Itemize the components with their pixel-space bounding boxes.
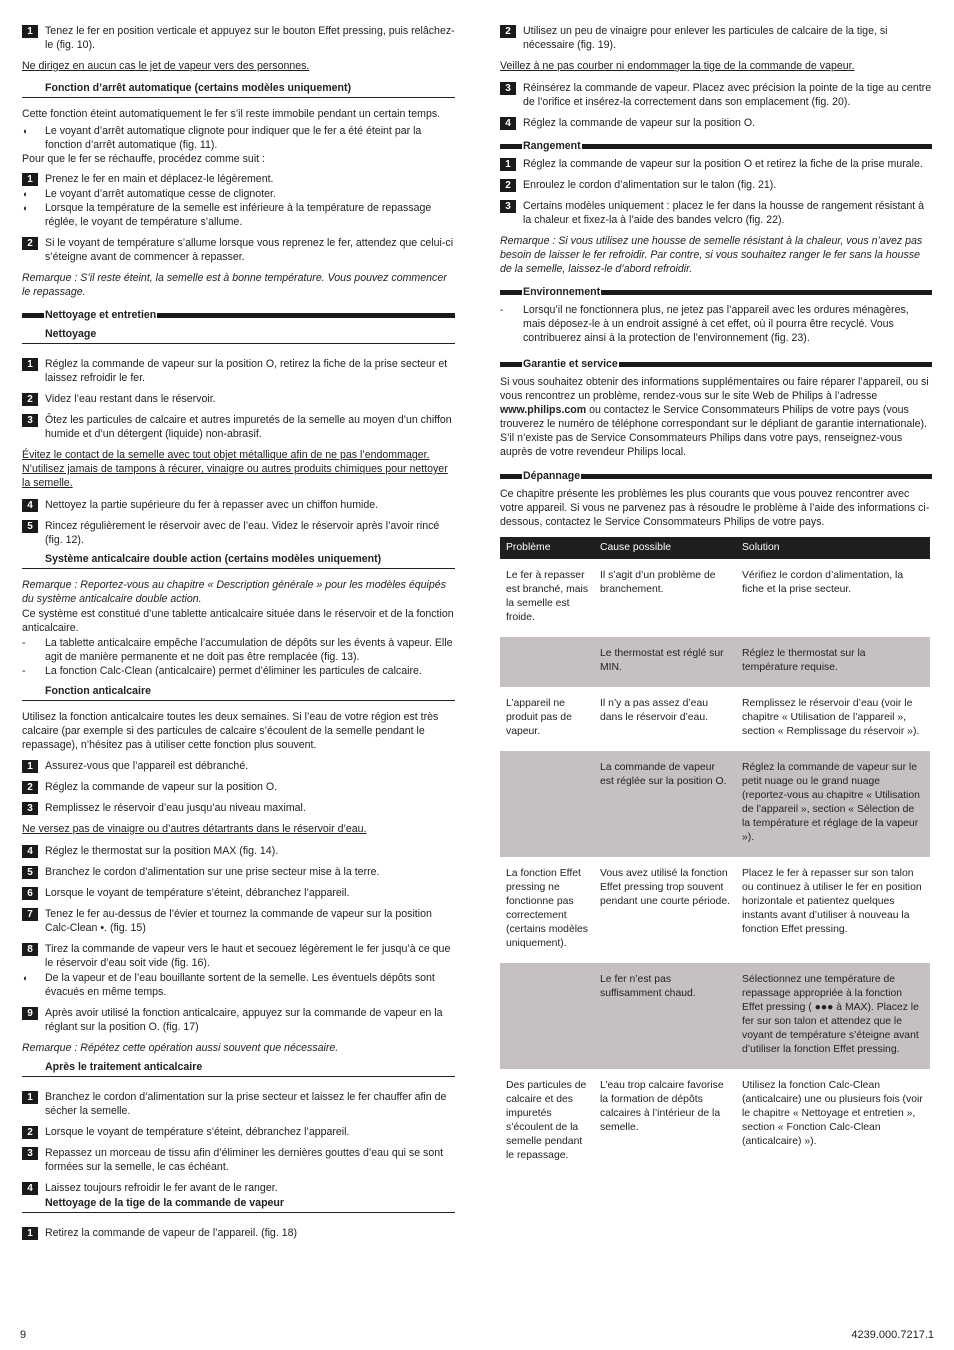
step-text: Branchez le cordon d’alimentation sur une prise secteur mise à la terre. (45, 866, 380, 878)
step-item (22, 498, 455, 512)
step-item (22, 357, 455, 385)
table-cell: Sélectionnez une température de repassage appropriée à la fonction Effet pressing ( ●●● à MAX). Placez le fer sur son talon et attendez que le voyant de température s’éteigne avant d’utiliser la fonction Effet pressing. (736, 963, 930, 1069)
heading-bar (582, 144, 932, 149)
bullet-item (22, 971, 455, 999)
column-header: Solution (736, 537, 930, 559)
paragraph: Cette fonction éteint automatiquement le fer s’il reste immobile pendant un certain temps. (22, 108, 441, 120)
dash-item (22, 664, 455, 678)
note-text: Remarque : Répétez cette opération aussi souvent que nécessaire. (22, 1042, 339, 1054)
step-number: 2 (22, 237, 38, 250)
step-item (22, 519, 455, 547)
step-number: 7 (22, 908, 38, 921)
step-text: Prenez le fer en main et déplacez-le légèrement. (45, 173, 274, 185)
step-text: Réglez la commande de vapeur sur la position O et retirez la fiche de la prise murale. (523, 158, 923, 170)
guarantee-paragraph (500, 375, 932, 459)
page-number: 9 (20, 1329, 27, 1341)
table-row (500, 559, 930, 637)
step-number: 3 (22, 414, 38, 427)
warning-text: Ne versez pas de vinaigre ou d’autres détartrants dans le réservoir d’eau. (22, 823, 367, 835)
step-text: Réglez la commande de vapeur sur la position O. (45, 781, 278, 793)
bullet-text: Lorsque la température de la semelle est inférieure à la température de repassage réglée, le voyant de température s’allume. (45, 202, 432, 228)
bullet-item (22, 201, 455, 229)
step-text: Lorsque le voyant de température s’éteint, débranchez l’appareil. (45, 887, 350, 899)
step-text: Retirez la commande de vapeur de l’appareil. (fig. 18) (45, 1227, 298, 1239)
heading-bar (500, 362, 522, 367)
step-number: 1 (22, 358, 38, 371)
step-item (500, 199, 932, 227)
table-cell: Le thermostat est réglé sur MIN. (594, 637, 736, 687)
table-cell: Réglez le thermostat sur la température requise. (736, 637, 930, 687)
bullet-item (22, 124, 455, 152)
step-item (22, 1125, 455, 1139)
step-number: 6 (22, 887, 38, 900)
table-cell: La fonction Effet pressing ne fonctionne pas correctement (certains modèles uniquement). (506, 868, 589, 949)
table-cell (500, 751, 594, 857)
step-number: 2 (22, 393, 38, 406)
subheading-after-treatment: Après le traitement anticalcaire (22, 1060, 455, 1077)
step-number: 5 (22, 520, 38, 533)
step-item (22, 236, 455, 264)
step-item (22, 392, 455, 406)
bullet-text: Le voyant d’arrêt automatique cesse de clignoter. (45, 188, 276, 200)
subheading-cleaning: Nettoyage (22, 327, 455, 344)
section-title: Dépannage (523, 470, 581, 482)
step-number: 2 (500, 179, 516, 192)
table-cell: Vous avez utilisé la fonction Effet pressing trop souvent pendant une courte période. (600, 868, 730, 907)
step-text: Ôtez les particules de calcaire et autres impuretés de la semelle au moyen d’un chiffon humide et d’un détergent (liquide) non-abrasif. (45, 414, 452, 440)
step-text: Si le voyant de température s’allume lorsque vous reprenez le fer, attendez que celui-ci s’éteigne avant de commencer à repasser. (45, 237, 454, 263)
step-number: 1 (22, 1227, 38, 1240)
subheading-anticalc-system: Système anticalcaire double action (certains modèles uniquement) (22, 552, 455, 569)
step-text: Tirez la commande de vapeur vers le haut et secouez légèrement le fer jusqu’à ce que le réservoir d’eau soit vide (fig. 16). (45, 943, 451, 969)
dash-item (500, 303, 932, 345)
table-cell: Il s’agit d’un problème de branchement. (600, 570, 716, 595)
paragraph: Ce chapitre présente les problèmes les plus courants que vous pouvez rencontrer avec votre appareil. Si vous ne parvenez pas à résoudre le problème à l’aide des informations ci-dessous, contactez le Service Consommateurs Philips de votre pays. (500, 488, 930, 528)
step-number: 1 (22, 1091, 38, 1104)
step-number: 3 (22, 802, 38, 815)
warning-text: Veillez à ne pas courber ni endommager la tige de la commande de vapeur. (500, 60, 855, 72)
step-number: 1 (22, 173, 38, 186)
step-item (22, 172, 455, 186)
heading-bar (619, 362, 932, 367)
step-text: Assurez-vous que l’appareil est débranché. (45, 760, 249, 772)
step-item (500, 24, 932, 52)
table-cell: Remplissez le réservoir d’eau (voir le chapitre « Utilisation de l’appareil », section « Remplissage du réservoir »). (742, 698, 920, 737)
bullet-item (22, 187, 455, 201)
bullet-marker-icon: ◖ (22, 189, 28, 199)
step-number: 4 (22, 499, 38, 512)
heading-bar (500, 474, 522, 479)
table-cell: Il n’y a pas assez d’eau dans le réservoir d’eau. (600, 698, 709, 723)
right-column (500, 24, 932, 1175)
step-number: 2 (22, 781, 38, 794)
subheading-rod-cleaning: Nettoyage de la tige de la commande de vapeur (22, 1196, 455, 1213)
step-text: Repassez un morceau de tissu afin d’éliminer les dernières gouttes d’eau qui se sont formées sur la semelle, le cas échéant. (45, 1147, 444, 1173)
dash-text: La fonction Calc-Clean (anticalcaire) permet d’éliminer les particules de calcaire. (45, 665, 422, 677)
step-number: 1 (500, 158, 516, 171)
heading-bar (601, 290, 932, 295)
table-row (500, 687, 930, 751)
heading-bar (500, 290, 522, 295)
step-text: Branchez le cordon d’alimentation sur la prise secteur et laissez le fer chauffer afin de sécher la semelle. (45, 1091, 447, 1117)
step-item (22, 844, 455, 858)
section-heading-cleaning (22, 308, 455, 322)
table-cell (500, 963, 594, 1069)
column-header: Problème (500, 537, 594, 559)
heading-bar (22, 313, 44, 318)
step-number: 5 (22, 866, 38, 879)
step-text: Réglez la commande de vapeur sur la position O. (523, 117, 756, 129)
note-text: Remarque : Si vous utilisez une housse de semelle résistant à la chaleur, vous n’avez pas besoin de laisser le fer refroidir. Par contre, si vous souhaitez ranger le fer sans la housse de la semelle, laissez-le d’abord refroidir. (500, 235, 923, 275)
dash-text: La tablette anticalcaire empêche l’accumulation de dépôts sur les évents à vapeur. Elle agit de manière permanente et ne doit pas être remplacée (fig. 13). (45, 637, 453, 663)
table-row (500, 963, 930, 1069)
step-item (22, 865, 455, 879)
table-row (500, 637, 930, 687)
document-code: 4239.000.7217.1 (851, 1329, 934, 1341)
section-heading-guarantee (500, 357, 932, 371)
step-item (22, 780, 455, 794)
subheading-auto-off: Fonction d’arrêt automatique (certains modèles uniquement) (22, 81, 455, 98)
step-item (22, 1226, 455, 1240)
dash-marker: - (500, 304, 504, 316)
step-text: Réglez la commande de vapeur sur la position O, retirez la fiche de la prise secteur et laissez refroidir le fer. (45, 358, 448, 384)
step-number: 3 (500, 82, 516, 95)
table-cell: Le fer à repasser est branché, mais la semelle est froide. (506, 570, 589, 623)
step-item (22, 942, 455, 970)
table-cell: Vérifiez le cordon d’alimentation, la fiche et la prise secteur. (742, 570, 904, 595)
step-number: 1 (22, 25, 38, 38)
step-text: Enroulez le cordon d’alimentation sur le talon (fig. 21). (523, 179, 777, 191)
step-item (22, 1146, 455, 1174)
guarantee-text: Si vous souhaitez obtenir des informations supplémentaires ou faire réparer l’appareil, ou si vous rencontrez un problème, rendez-vous sur le site Web de Philips à l’adresse (500, 376, 929, 402)
warning-text: Évitez le contact de la semelle avec tout objet métallique afin de ne pas l’endommager. N’utilisez jamais de tampons à récurer, vinaigre ou autres produits chimiques pour nettoyer la semelle. (22, 449, 448, 489)
step-item (22, 1006, 455, 1034)
step-text: Réinsérez la commande de vapeur. Placez avec précision la pointe de la tige au centre de l’orifice et insérez-la correctement dans son emplacement (fig. 20). (523, 82, 932, 108)
heading-bar (500, 144, 522, 149)
paragraph: Utilisez la fonction anticalcaire toutes les deux semaines. Si l’eau de votre région est très calcaire (par exemple si des particules de calcaire s’écoulent de la semelle pendant le repassage), n’hésitez pas à utiliser cette fonction plus souvent. (22, 711, 439, 751)
step-number: 4 (500, 117, 516, 130)
note-text: Remarque : S’il reste éteint, la semelle est à bonne température. Vous pouvez commencer le repassage. (22, 272, 447, 298)
heading-bar (581, 474, 932, 479)
table-cell: La commande de vapeur est réglée sur la position O. (594, 751, 736, 857)
step-item (500, 178, 932, 192)
column-header: Cause possible (594, 537, 736, 559)
paragraph: Pour que le fer se réchauffe, procédez comme suit : (22, 153, 265, 165)
dash-marker: - (22, 665, 26, 677)
step-text: Tenez le fer en position verticale et appuyez sur le bouton Effet pressing, puis relâchez-le (fig. 10). (45, 25, 455, 51)
step-item (22, 413, 455, 441)
table-cell: Utilisez la fonction Calc-Clean (anticalcaire) une ou plusieurs fois (voir le chapitre « Nettoyage et entretien », section « Fonction Calc-Clean (anticalcaire) »). (742, 1080, 923, 1147)
step-text: Lorsque le voyant de température s’éteint, débranchez l’appareil. (45, 1126, 350, 1138)
table-row (500, 857, 930, 963)
step-number: 3 (500, 200, 516, 213)
philips-website-link[interactable]: www.philips.com (500, 404, 587, 416)
table-cell: Le fer n’est pas suffisamment chaud. (594, 963, 736, 1069)
section-heading-environment (500, 285, 932, 299)
section-title: Rangement (523, 140, 581, 152)
table-cell (500, 637, 594, 687)
step-item (500, 81, 932, 109)
step-number: 3 (22, 1147, 38, 1160)
section-heading-storage (500, 139, 932, 153)
step-item (500, 116, 932, 130)
step-number: 9 (22, 1007, 38, 1020)
table-row (500, 1069, 930, 1175)
step-text: Rincez régulièrement le réservoir avec de l’eau. Videz le réservoir après l’avoir rincé (fig. 12). (45, 520, 440, 546)
step-text: Certains modèles uniquement : placez le fer dans la housse de rangement résistant à la chaleur et fixez-la à l’aide des bandes velcro (fig. 22). (523, 200, 925, 226)
step-text: Après avoir utilisé la fonction anticalcaire, appuyez sur la commande de vapeur en la réglant sur la position O. (fig. 17) (45, 1007, 443, 1033)
heading-bar (157, 313, 455, 318)
paragraph: Ce système est constitué d’une tablette anticalcaire située dans le réservoir et de la fonction anticalcaire. (22, 608, 454, 634)
subheading-anticalc-function: Fonction anticalcaire (22, 684, 455, 701)
step-item (22, 24, 455, 52)
guarantee-text: ou contactez le Service Consommateurs Philips de votre pays (vous trouverez le numéro de téléphone correspondant sur le dépliant de garantie internationale). S’il n’existe pas de Service Consommateurs Philips dans votre pays, renseignez-vous auprès de votre revendeur Philips local. (500, 404, 927, 458)
bullet-marker-icon: ◖ (22, 126, 28, 136)
step-text: Tenez le fer au-dessus de l’évier et tournez la commande de vapeur sur la position Calc-Clean •. (fig. 15) (45, 908, 432, 934)
section-title: Nettoyage et entretien (45, 309, 157, 321)
bullet-text: De la vapeur et de l’eau bouillante sortent de la semelle. Les éventuels dépôts sont évacués en même temps. (45, 972, 435, 998)
step-item (22, 1181, 455, 1195)
bullet-text: Le voyant d’arrêt automatique clignote pour indiquer que le fer a été éteint par la fonction d’arrêt automatique (fig. 11). (45, 125, 422, 151)
step-number: 1 (22, 760, 38, 773)
section-title: Garantie et service (523, 358, 618, 370)
left-column (22, 24, 455, 1247)
step-item (22, 801, 455, 815)
step-number: 4 (22, 1182, 38, 1195)
table-cell: Réglez la commande de vapeur sur le petit nuage ou le grand nuage (reportez-vous au chapitre « Utilisation de l’appareil », section « Sélection de la température et réglage de la vapeur »). (736, 751, 930, 857)
bullet-marker-icon: ◖ (22, 203, 28, 213)
bullet-marker-icon: ◖ (22, 973, 28, 983)
dash-marker: - (22, 637, 26, 649)
step-item (22, 759, 455, 773)
table-cell: L’appareil ne produit pas de vapeur. (506, 698, 572, 737)
section-title: Environnement (523, 286, 601, 298)
step-text: Utilisez un peu de vinaigre pour enlever les particules de calcaire de la tige, si nécessaire (fig. 19). (523, 25, 888, 51)
table-cell: L’eau trop calcaire favorise la formation de dépôts calcaires à l’intérieur de la semelle. (600, 1080, 724, 1133)
step-text: Nettoyez la partie supérieure du fer à repasser avec un chiffon humide. (45, 499, 379, 511)
step-text: Réglez le thermostat sur la position MAX (fig. 14). (45, 845, 279, 857)
step-text: Videz l’eau restant dans le réservoir. (45, 393, 216, 405)
step-item (22, 886, 455, 900)
step-text: Laissez toujours refroidir le fer avant de le ranger. (45, 1182, 278, 1194)
table-cell: Des particules de calcaire et des impuretés s’écoulent de la semelle pendant le repassage. (506, 1080, 587, 1161)
warning-text: Ne dirigez en aucun cas le jet de vapeur vers des personnes. (22, 60, 310, 72)
dash-text: Lorsqu’il ne fonctionnera plus, ne jetez pas l’appareil avec les ordures ménagères, mais déposez-le à un endroit assigné à cet effet, où il pourra être recyclé. Vous contribuerez ainsi à la protection de l’environnement (fig. 23). (523, 304, 909, 344)
step-number: 4 (22, 845, 38, 858)
note-text: Remarque : Reportez-vous au chapitre « Description générale » pour les modèles équipés du système anticalcaire double action. (22, 579, 446, 605)
table-cell: Placez le fer à repasser sur son talon ou continuez à utiliser le fer en position horizontale et patientez quelques instants avant d’utiliser à nouveau la fonction Effet pressing. (742, 868, 922, 935)
step-item (22, 907, 455, 935)
table-row (500, 751, 930, 857)
step-item (22, 1090, 455, 1118)
step-number: 2 (500, 25, 516, 38)
dash-item (22, 636, 455, 664)
table-header-row (500, 537, 930, 559)
step-number: 8 (22, 943, 38, 956)
step-number: 2 (22, 1126, 38, 1139)
step-text: Remplissez le réservoir d’eau jusqu’au niveau maximal. (45, 802, 306, 814)
troubleshooting-table (500, 537, 930, 1175)
step-item (500, 157, 932, 171)
section-heading-troubleshooting (500, 469, 932, 483)
